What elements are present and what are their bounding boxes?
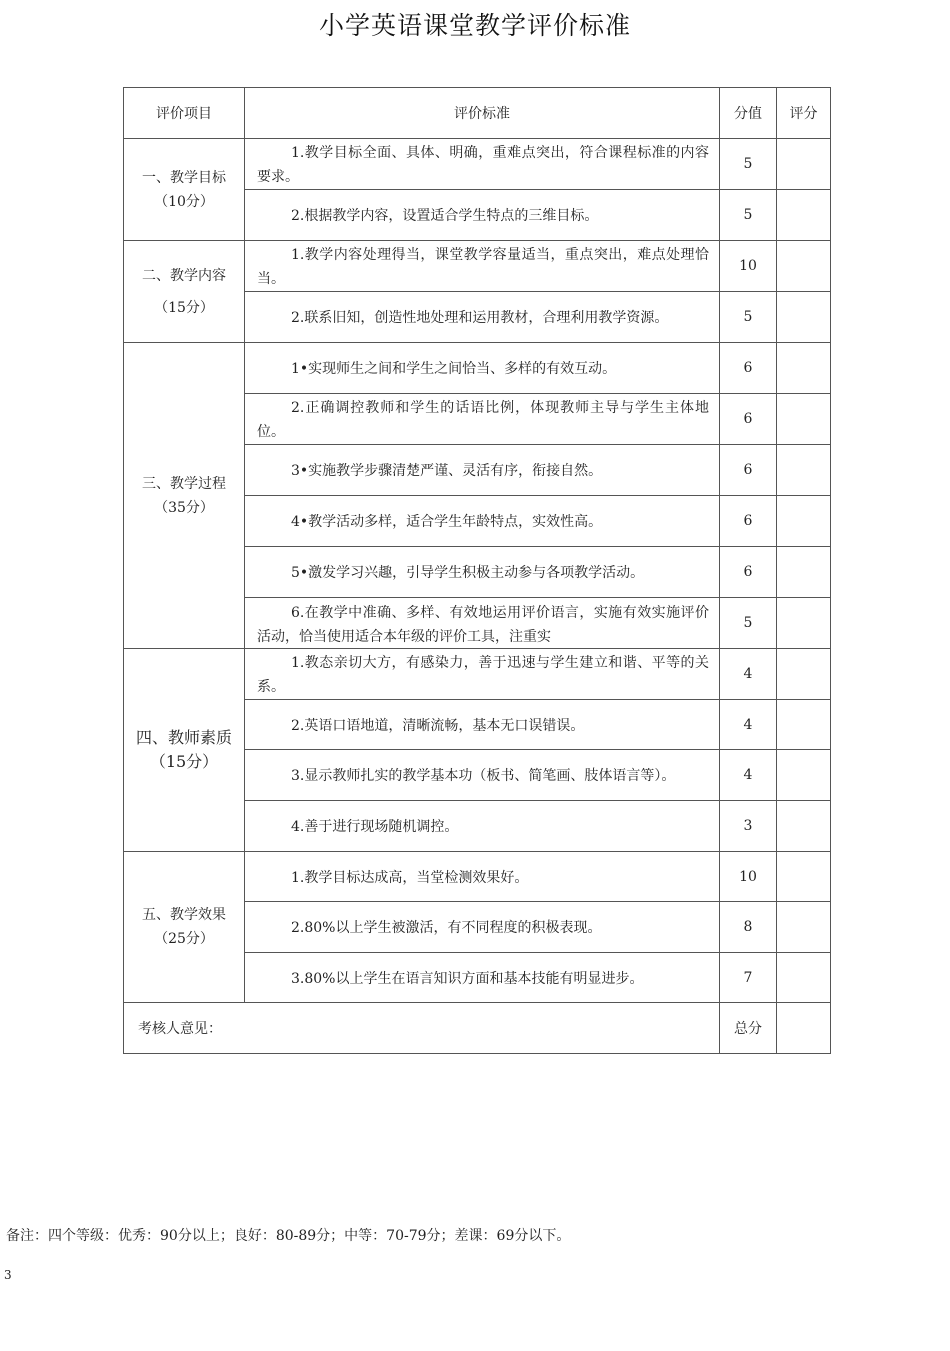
category-name: 五、教学效果 — [142, 907, 226, 923]
criterion-text: 5•激发学习兴趣，引导学生积极主动参与各项教学活动。 — [291, 565, 645, 581]
category-cell — [124, 343, 245, 649]
points-cell: 4 — [720, 649, 777, 700]
document-title: 小学英语课堂教学评价标准 — [318, 11, 631, 40]
score-cell[interactable] — [777, 547, 831, 598]
criterion-text: 2.英语口语地道，清晰流畅，基本无口误错误。 — [291, 717, 585, 734]
criterion-cell — [245, 649, 720, 700]
score-cell[interactable] — [777, 496, 831, 547]
evaluation-table — [123, 87, 831, 1054]
points-cell: 10 — [720, 241, 777, 292]
points-cell: 4 — [720, 700, 777, 750]
category-name: 一、教学目标 — [142, 169, 226, 186]
criterion-text: 4.善于进行现场随机调控。 — [291, 819, 459, 835]
points-cell: 5 — [720, 190, 777, 241]
footer-row — [124, 1003, 831, 1054]
criterion-cell — [245, 801, 720, 852]
category-cell — [124, 852, 245, 1003]
points-cell: 6 — [720, 547, 777, 598]
criterion-cell — [245, 852, 720, 902]
grading-note: 备注：四个等级：优秀：90分以上；良好：80-89分；中等：70-79分；差课：69分以下。 — [6, 1228, 571, 1244]
header-points: 分值 — [720, 88, 777, 139]
header-row — [124, 88, 831, 139]
points-cell: 5 — [720, 139, 777, 190]
table-row — [124, 649, 831, 700]
score-cell[interactable] — [777, 343, 831, 394]
category-subtotal: （15分） — [154, 299, 214, 316]
criterion-text: 6.在教学中准确、多样、有效地运用评价语言，实施有效实施评价活动，恰当使用适合本年级的评价工具，注重实 — [257, 605, 709, 645]
points-cell: 10 — [720, 852, 777, 902]
criterion-text: 1•实现师生之间和学生之间恰当、多样的有效互动。 — [291, 361, 617, 377]
criterion-cell — [245, 343, 720, 394]
reviewer-opinion-label: 考核人意见： — [124, 1003, 720, 1054]
category-cell — [124, 139, 245, 241]
score-cell[interactable] — [777, 190, 831, 241]
criterion-cell — [245, 953, 720, 1003]
criterion-text: 1.教态亲切大方，有感染力，善于迅速与学生建立和谐、平等的关系。 — [257, 655, 709, 695]
points-cell: 8 — [720, 902, 777, 953]
points-cell: 6 — [720, 445, 777, 496]
score-cell[interactable] — [777, 649, 831, 700]
points-cell: 6 — [720, 496, 777, 547]
total-label: 总分 — [720, 1003, 777, 1054]
score-cell[interactable] — [777, 750, 831, 801]
criterion-text: 2.80%以上学生被激活，有不同程度的积极表现。 — [291, 920, 602, 936]
score-cell[interactable] — [777, 394, 831, 445]
criterion-cell — [245, 139, 720, 190]
header-item: 评价项目 — [124, 88, 245, 139]
criterion-cell — [245, 241, 720, 292]
score-cell[interactable] — [777, 700, 831, 750]
criterion-cell — [245, 445, 720, 496]
table-row — [124, 852, 831, 902]
score-cell[interactable] — [777, 292, 831, 343]
table-row — [124, 139, 831, 190]
table-row — [124, 343, 831, 394]
criterion-text: 4•教学活动多样，适合学生年龄特点，实效性高。 — [291, 514, 603, 530]
criterion-cell — [245, 190, 720, 241]
points-cell: 6 — [720, 394, 777, 445]
category-subtotal: （25分） — [154, 931, 214, 947]
points-cell: 5 — [720, 598, 777, 649]
criterion-cell — [245, 598, 720, 649]
score-cell[interactable] — [777, 953, 831, 1003]
table-row — [124, 241, 831, 292]
criterion-cell — [245, 292, 720, 343]
criterion-text: 2.正确调控教师和学生的话语比例，体现教师主导与学生主体地位。 — [257, 400, 709, 440]
page-number: 3 — [4, 1268, 12, 1282]
points-cell: 4 — [720, 750, 777, 801]
criterion-cell — [245, 750, 720, 801]
category-name: 二、教学内容 — [142, 267, 226, 284]
category-cell — [124, 649, 245, 852]
score-cell[interactable] — [777, 801, 831, 852]
criterion-text: 1.教学目标达成高，当堂检测效果好。 — [291, 869, 529, 886]
criterion-text: 2.根据教学内容，设置适合学生特点的三维目标。 — [291, 208, 599, 224]
category-subtotal: （35分） — [154, 499, 214, 516]
category-name: 三、教学过程 — [142, 475, 226, 492]
criterion-text: 3.显示教师扎实的教学基本功（板书、简笔画、肢体语言等）。 — [291, 768, 676, 784]
category-subtotal: （10分） — [154, 193, 214, 210]
criterion-text: 3.80%以上学生在语言知识方面和基本技能有明显进步。 — [291, 970, 644, 987]
score-cell[interactable] — [777, 902, 831, 953]
criterion-text: 3•实施教学步骤清楚严谨、灵活有序，衔接自然。 — [291, 463, 603, 479]
category-cell — [124, 241, 245, 343]
score-cell[interactable] — [777, 598, 831, 649]
criterion-text: 1.教学内容处理得当，课堂教学容量适当，重点突出，难点处理恰当。 — [257, 247, 709, 287]
criterion-cell — [245, 394, 720, 445]
points-cell: 7 — [720, 953, 777, 1003]
category-name: 四、教师素质（15分） — [136, 728, 233, 771]
points-cell: 5 — [720, 292, 777, 343]
criterion-cell — [245, 700, 720, 750]
criterion-cell — [245, 902, 720, 953]
criterion-text: 2.联系旧知，创造性地处理和运用教材，合理利用教学资源。 — [291, 310, 669, 326]
criterion-cell — [245, 496, 720, 547]
score-cell[interactable] — [777, 445, 831, 496]
header-standard: 评价标准 — [245, 88, 720, 139]
points-cell: 6 — [720, 343, 777, 394]
criterion-cell — [245, 547, 720, 598]
score-cell[interactable] — [777, 852, 831, 902]
header-score: 评分 — [777, 88, 831, 139]
criterion-text: 1.教学目标全面、具体、明确，重难点突出，符合课程标准的内容要求。 — [257, 145, 709, 185]
total-score-cell[interactable] — [777, 1003, 831, 1054]
points-cell: 3 — [720, 801, 777, 852]
score-cell[interactable] — [777, 139, 831, 190]
score-cell[interactable] — [777, 241, 831, 292]
